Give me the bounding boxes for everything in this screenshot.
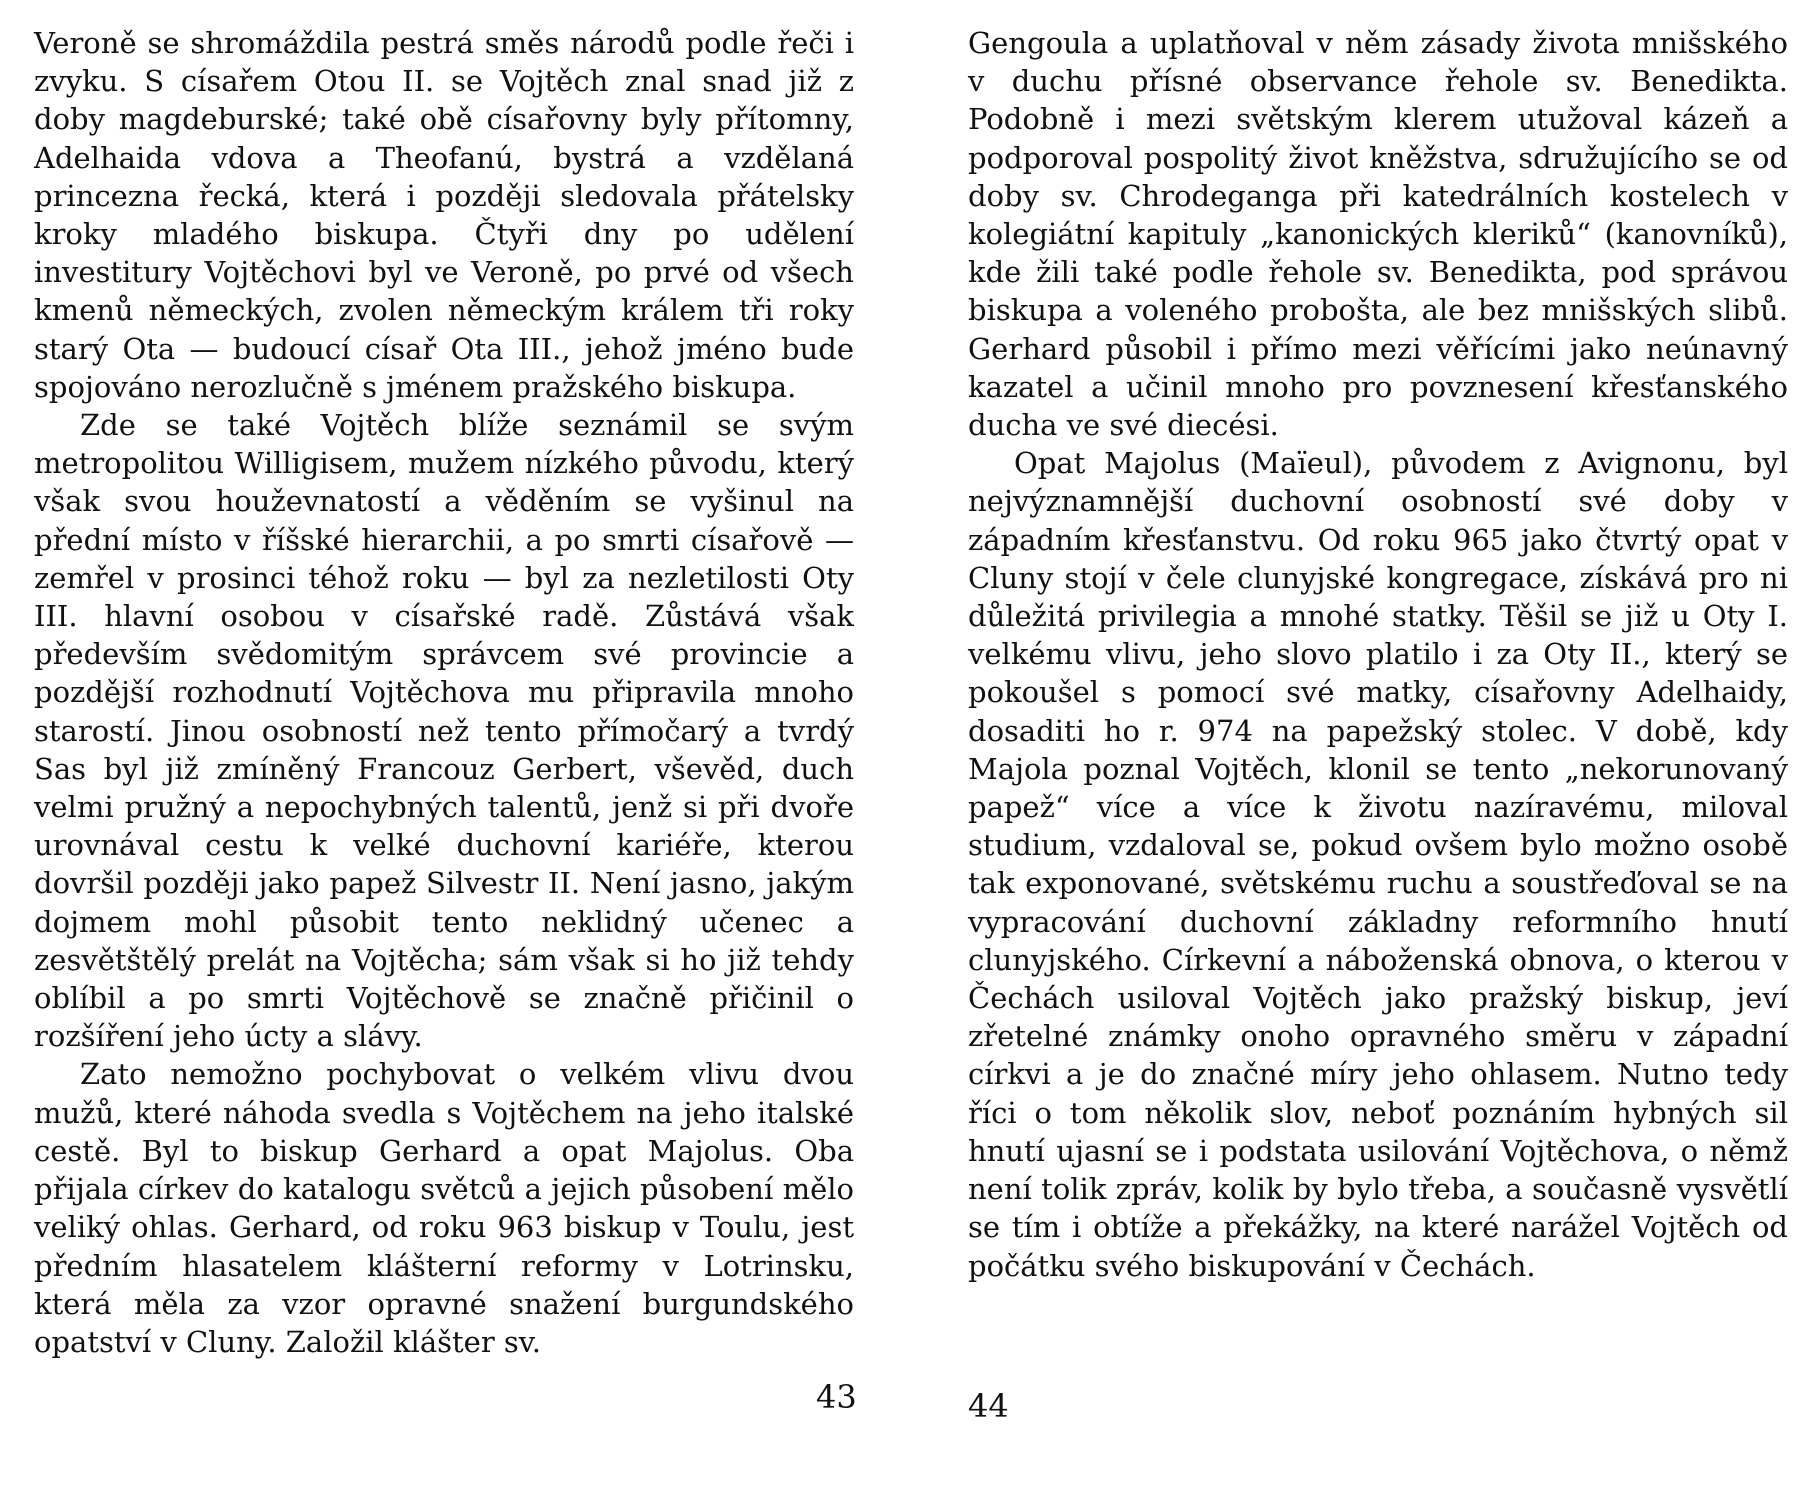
left-paragraph-3: Zato nemožno pochybovat o velkém vlivu dvou mužů, které náhoda svedla s Vojtěchem na jeho italské cestě. Byl to biskup Gerhard a opat Majolus. Oba přijala církev do katalogu světců a jejich působení mělo veliký ohlas. Gerhard, od roku 963 biskup v Toulu, jest předním hlasatelem klášterní reformy v Lotrinsku, která měla za vzor opravné snažení burgundského opatství v Cluny. Založil klášter sv. <box>34 1057 854 1359</box>
right-paragraph-2: Opat Majolus (Maïeul), původem z Avignonu, byl nejvýznamnější duchovní osobností své doby v západním křesťanstvu. Od roku 965 jako čtvrtý opat v Cluny stojí v čele clunyjské kongregace, získává pro ni důležitá privilegia a mnohé statky. Těšil se již u Oty I. velkému vlivu, jeho slovo platilo i za Oty II., který se pokoušel s pomocí své matky, císařovny Adelhaidy, dosaditi ho r. 974 na papežský stolec. V době, kdy Majola poznal Vojtěch, klonil se tento „nekorunovaný papež“ více a více k životu nazíravému, miloval studium, vzdaloval se, pokud ovšem bylo možno osobě tak exponované, světskému ruchu a soustřeďoval se na vypracování duchovní základny reformního hnutí clunyjského. Církevní a náboženská obnova, o kterou v Čechách usiloval Vojtěch jako pražský biskup, jeví zřetelné známky onoho opravného směru v západní církvi a je do značné míry jeho ohlasem. Nutno tedy říci o tom několik slov, neboť poznáním hybných sil hnutí ujasní se i podstata usilování Vojtěchova, o němž není tolik zpráv, kolik by bylo třeba, a současně vysvětlí se tím i obtíže a překážky, na které narážel Vojtěch od počátku svého biskupování v Čechách. <box>968 446 1788 1283</box>
left-page-number: 43 <box>816 1378 857 1416</box>
right-paragraph-1: Gengoula a uplatňoval v něm zásady života mnišského v duchu přísné observance řehole sv. Benedikta. Podobně i mezi světským klerem utužoval kázeň a podporoval pospolitý život kněžstva, sdružujícího se od doby sv. Chrodeganga při katedrálních kostelech v kolegiátní kapituly „kanonických kleriků“ (kanovníků), kde žili také podle řehole sv. Benedikta, pod správou biskupa a voleného proboštа, ale bez mnišských slibů. Gerhard působil i přímo mezi věřícími jako neúnavný kazatel a učinil mnoho pro povznesení křesťanského ducha ve své diecési. <box>968 26 1788 443</box>
right-page-text <box>968 24 1788 1285</box>
left-paragraph-1: Veroně se shromáždila pestrá směs národů podle řeči i zvyku. S císařem Otou II. se Vojtěch znal snad již z doby magdeburské; také obě císařovny byly přítomny, Adelhaida vdova a Theofanú, bystrá a vzdělaná princezna řecká, která i později sledovala přátelsky kroky mladého biskupa. Čtyři dny po udělení investitury Vojtěchovi byl ve Veroně, po prvé od všech kmenů německých, zvolen německým králem tři roky starý Ota — budoucí císař Ota III., jehož jméno bude spojováno nerozlučně s jménem pražského biskupa. <box>34 26 854 404</box>
right-page-number: 44 <box>968 1387 1009 1425</box>
left-page-text <box>34 24 854 1361</box>
left-paragraph-2: Zde se také Vojtěch blíže seznámil se svým metropolitou Willigisem, mužem nízkého původu, který však svou houževnatostí a věděním se vyšinul na přední místo v říšské hierarchii, a po smrti císařově — zemřel v prosinci téhož roku — byl za nezletilosti Oty III. hlavní osobou v císařské radě. Zůstává však především svědomitým správcem své provincie a pozdější rozhodnutí Vojtěchova mu připravila mnoho starostí. Jinou osobností než tento přímočarý a tvrdý Sas byl již zmíněný Francouz Gerbert, vševěd, duch velmi pružný a nepochybných talentů, jenž si při dvoře urovnával cestu k velké duchovní kariéře, kterou dovršil později jako papež Silvestr II. Není jasno, jakým dojmem mohl působit tento neklidný učenec a zesvětštělý prelát na Vojtěcha; sám však si ho již tehdy oblíbil a po smrti Vojtěchově se značně přičinil o rozšíření jeho úcty a slávy. <box>34 408 854 1054</box>
